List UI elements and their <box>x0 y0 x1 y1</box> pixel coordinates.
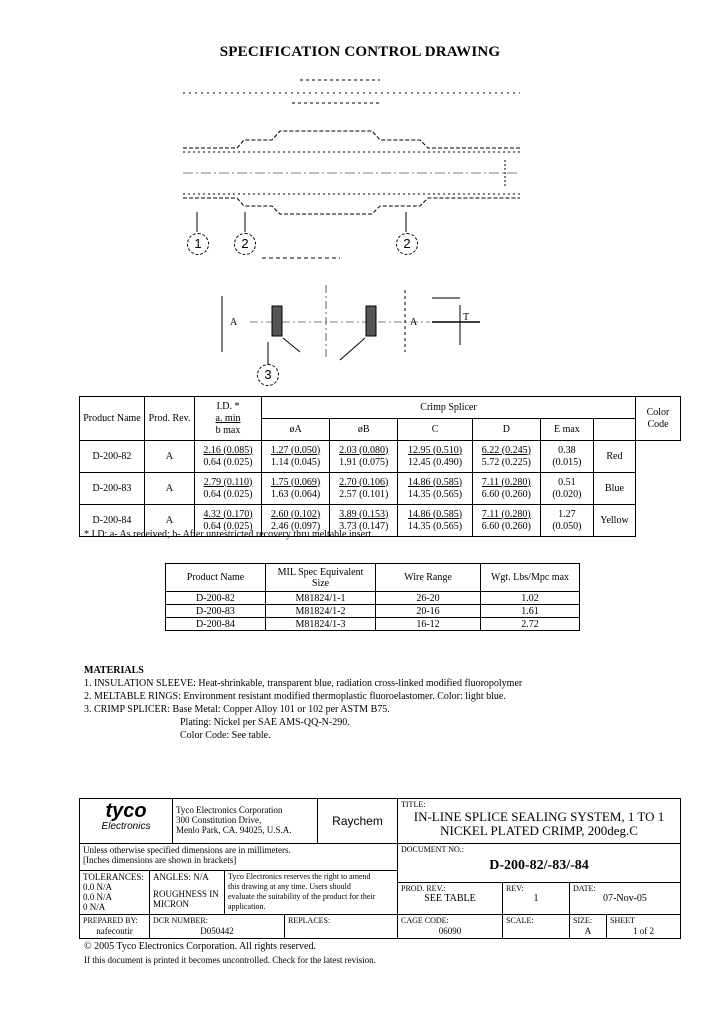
cell-name: D-200-83 <box>166 605 266 618</box>
size-label: SIZE: <box>573 916 593 925</box>
tolerances-label: TOLERANCES: <box>83 872 144 882</box>
cell-e-mm: 0.51 <box>558 476 576 488</box>
materials-line: Plating: Nickel per SAE AMS-QQ-N-290. <box>180 717 350 728</box>
table-row <box>80 473 681 505</box>
cell-d <box>472 441 540 473</box>
scale-cell <box>503 915 570 938</box>
col-wire: Wire Range <box>376 564 481 592</box>
col-product: Product Name <box>80 397 145 441</box>
cell-d-max: 7.11 (0.280) <box>481 476 531 488</box>
cell-d-max: 7.11 (0.280) <box>481 508 531 520</box>
cell-e <box>540 441 593 473</box>
title-block <box>79 798 681 939</box>
replaces-cell <box>285 915 398 938</box>
callout-3: 3 <box>257 364 279 386</box>
table-row <box>166 592 580 605</box>
table-row <box>166 618 580 631</box>
dimensions-note <box>80 844 398 871</box>
col-wgt: Wgt. Lbs/Mpc max <box>481 564 580 592</box>
cell-b-min: 2.57 (0.101) <box>339 488 389 500</box>
wire-range-table <box>165 563 580 631</box>
sheet-cell <box>607 915 680 938</box>
cell-b-max: 2.70 (0.106) <box>339 476 389 488</box>
cell-id-a: 2.16 (0.085) <box>203 444 253 456</box>
cell-e <box>540 505 593 537</box>
cell-wgt: 1.61 <box>481 605 580 618</box>
cell-mil: M81824/1-1 <box>266 592 376 605</box>
cell-d-min: 6.60 (0.260) <box>481 488 531 500</box>
date-label: DATE: <box>573 884 596 893</box>
cell-b <box>330 441 398 473</box>
prepared-label: PREPARED BY: <box>83 916 138 925</box>
tolerance-line: 0 N/A <box>83 902 106 912</box>
cell-name: D-200-82 <box>80 441 145 473</box>
prod-rev: SEE TABLE <box>424 893 476 904</box>
cell-a <box>262 441 330 473</box>
cell-d-min: 6.60 (0.260) <box>481 520 531 532</box>
logo-tyco: tyco <box>105 800 147 822</box>
cell-e-in: (0.020) <box>552 488 582 500</box>
cell-d-min: 5.72 (0.225) <box>481 456 531 468</box>
prod-rev-label: PROD. REV.: <box>401 884 446 893</box>
cell-id-a: 2.79 (0.110) <box>203 476 253 488</box>
col-D: D <box>472 419 540 441</box>
document-number: D-200-82/-83/-84 <box>489 858 589 873</box>
callout-1: 1 <box>187 233 209 255</box>
col-E: E max <box>540 419 593 441</box>
dims-note-line: Unless otherwise specified dimensions are in millimeters. <box>83 845 291 855</box>
cell-wire: 20-16 <box>376 605 481 618</box>
tolerance-line: 0.0 N/A <box>83 892 112 902</box>
cell-color: Red <box>593 441 635 473</box>
svg-text:T: T <box>463 312 470 323</box>
cell-a-min: 2.46 (0.097) <box>270 520 321 532</box>
cell-c <box>398 441 472 473</box>
svg-text:A: A <box>230 317 238 328</box>
prepared-cell <box>80 915 150 938</box>
cell-b-max: 2.03 (0.080) <box>339 444 389 456</box>
callout-2: 2 <box>234 233 256 255</box>
cell-id-b: 0.64 (0.025) <box>203 488 253 500</box>
title-label: TITLE: <box>401 800 426 809</box>
cell-wgt: 2.72 <box>481 618 580 631</box>
cell-a-min: 1.14 (0.045) <box>270 456 321 468</box>
cell-wgt: 1.02 <box>481 592 580 605</box>
rev-cell <box>503 883 570 915</box>
cell-a-max: 1.75 (0.069) <box>270 476 321 488</box>
disclaimer <box>225 871 398 915</box>
cell-c <box>398 505 472 537</box>
uncontrolled-note: If this document is printed it becomes uncontrolled. Check for the latest revision. <box>84 955 376 965</box>
cell-color: Blue <box>593 473 635 505</box>
tolerances <box>80 871 150 915</box>
cell-wire: 26-20 <box>376 592 481 605</box>
col-dA: øA <box>262 419 330 441</box>
cell-name: D-200-84 <box>80 505 145 537</box>
brand-raychem: Raychem <box>318 799 398 844</box>
col-product: Product Name <box>166 564 266 592</box>
cell-c-min: 14.35 (0.565) <box>407 520 463 532</box>
prod-rev-cell <box>398 883 503 915</box>
col-id <box>195 397 262 441</box>
address-line: Tyco Electronics Corporation <box>176 805 283 815</box>
address-line: Menlo Park, CA. 94025, U.S.A. <box>176 825 292 835</box>
materials-line: 1. INSULATION SLEEVE: Heat-shrinkable, transparent blue, radiation cross-linked modified fluoropolymer <box>84 678 523 689</box>
angles-cell <box>150 871 225 915</box>
cell-id <box>195 473 262 505</box>
address <box>173 799 318 844</box>
cell-e-in: (0.050) <box>552 520 582 532</box>
title-line: NICKEL PLATED CRIMP, 200deg.C <box>440 823 638 838</box>
cell-a <box>262 473 330 505</box>
cell-id-a: 4.32 (0.170) <box>203 508 253 520</box>
cell-e <box>540 473 593 505</box>
cell-c-max: 12.95 (0.510) <box>407 444 463 456</box>
cell-c <box>398 473 472 505</box>
cell-a-max: 1.27 (0.050) <box>270 444 321 456</box>
cell-b-min: 3.73 (0.147) <box>339 520 389 532</box>
cell-name: D-200-83 <box>80 473 145 505</box>
address-line: 300 Constitution Drive, <box>176 815 262 825</box>
page-title: SPECIFICATION CONTROL DRAWING <box>219 44 501 60</box>
size: A <box>584 926 592 936</box>
cage-label: CAGE CODE: <box>401 916 449 925</box>
materials-section <box>84 664 522 742</box>
logo <box>80 799 173 844</box>
materials-line: Color Code: See table. <box>180 730 271 741</box>
cell-a-min: 1.63 (0.064) <box>270 488 321 500</box>
col-mil: MIL Spec Equivalent Size <box>266 564 376 592</box>
date-cell <box>570 883 680 915</box>
cell-c-min: 14.35 (0.565) <box>407 488 463 500</box>
cell-id-b: 0.64 (0.025) <box>203 456 253 468</box>
cell-d-max: 6.22 (0.245) <box>481 444 531 456</box>
col-C: C <box>398 419 472 441</box>
disclaimer-line: Tyco Electronics reserves the right to amend <box>228 872 371 881</box>
id-footnote: * I.D: a- As received; b- After unrestricted recovery thru meltable insert. <box>84 529 374 540</box>
dcr-label: DCR NUMBER: <box>153 916 208 925</box>
copyright: © 2005 Tyco Electronics Corporation. All rights reserved. <box>84 941 316 952</box>
cell-id-b: 0.64 (0.025) <box>203 520 253 532</box>
cell-b-max: 3.89 (0.153) <box>339 508 389 520</box>
cell-b-min: 1.91 (0.075) <box>339 456 389 468</box>
dcr-cell <box>150 915 285 938</box>
cage-code: 06090 <box>438 926 462 936</box>
materials-heading: MATERIALS <box>84 665 144 676</box>
col-crimp: Crimp Splicer <box>262 397 636 419</box>
cell-e-mm: 0.38 <box>558 444 576 456</box>
logo-electronics: Electronics <box>101 821 151 832</box>
document-cell <box>398 844 680 883</box>
table-row <box>166 605 580 618</box>
disclaimer-line: this drawing at any time. Users should <box>228 882 351 891</box>
cell-color: Yellow <box>593 505 635 537</box>
svg-text:A: A <box>410 317 418 328</box>
cell-e-in: (0.015) <box>552 456 582 468</box>
cell-name: D-200-84 <box>166 618 266 631</box>
cell-c-max: 14.86 (0.585) <box>407 476 463 488</box>
cell-rev: A <box>145 505 195 537</box>
rev: 1 <box>533 893 539 904</box>
tolerance-line: 0.0 N/A <box>83 882 112 892</box>
col-id-a: a. min <box>215 412 241 424</box>
cell-c-min: 12.45 (0.490) <box>407 456 463 468</box>
roughness-line: MICRON <box>153 899 190 909</box>
document-label: DOCUMENT NO.: <box>401 845 464 854</box>
cell-d <box>472 473 540 505</box>
dcr-number: D050442 <box>200 926 234 936</box>
cell-e-mm: 1.27 <box>558 508 576 520</box>
scale-label: SCALE: <box>506 916 534 925</box>
dimensions-table <box>79 396 681 537</box>
sheet-label: SHEET <box>610 916 635 925</box>
cell-mil: M81824/1-2 <box>266 605 376 618</box>
size-cell <box>570 915 607 938</box>
title-line: IN-LINE SPLICE SEALING SYSTEM, 1 TO 1 <box>413 809 665 824</box>
disclaimer-line: evaluate the suitability of the product for their <box>228 892 376 901</box>
replaces-label: REPLACES: <box>288 916 331 925</box>
col-id-title: I.D. * <box>216 400 240 412</box>
rev-label: REV: <box>506 884 524 893</box>
splice-drawing <box>0 0 720 400</box>
col-rev: Prod. Rev. <box>145 397 195 441</box>
callout-2b: 2 <box>396 233 418 255</box>
cell-c-max: 14.86 (0.585) <box>407 508 463 520</box>
cell-d <box>472 505 540 537</box>
date: 07-Nov-05 <box>603 893 647 904</box>
col-dB: øB <box>330 419 398 441</box>
materials-line: 2. MELTABLE RINGS: Environment resistant modified thermoplastic fluoroelastomer. Color: light blue. <box>84 691 506 702</box>
col-id-b: b max <box>215 424 241 436</box>
col-color: Color Code <box>636 397 681 441</box>
cell-id <box>195 441 262 473</box>
materials-line: 3. CRIMP SPLICER: Base Metal: Copper Alloy 101 or 102 per ASTM B75. <box>84 704 390 715</box>
prepared-by: nafecoutir <box>96 926 133 936</box>
cell-rev: A <box>145 473 195 505</box>
cell-b <box>330 473 398 505</box>
cell-name: D-200-82 <box>166 592 266 605</box>
cell-rev: A <box>145 441 195 473</box>
roughness-line: ROUGHNESS IN <box>153 889 219 899</box>
cell-a-max: 2.60 (0.102) <box>270 508 321 520</box>
table-row <box>80 441 681 473</box>
angles: ANGLES: N/A <box>153 872 209 882</box>
disclaimer-line: application. <box>228 902 266 911</box>
cell-wire: 16-12 <box>376 618 481 631</box>
cage-cell <box>398 915 503 938</box>
title-cell <box>398 799 680 844</box>
dims-note-line: [Inches dimensions are shown in brackets] <box>83 855 237 865</box>
sheet: 1 of 2 <box>633 926 654 936</box>
cell-mil: M81824/1-3 <box>266 618 376 631</box>
